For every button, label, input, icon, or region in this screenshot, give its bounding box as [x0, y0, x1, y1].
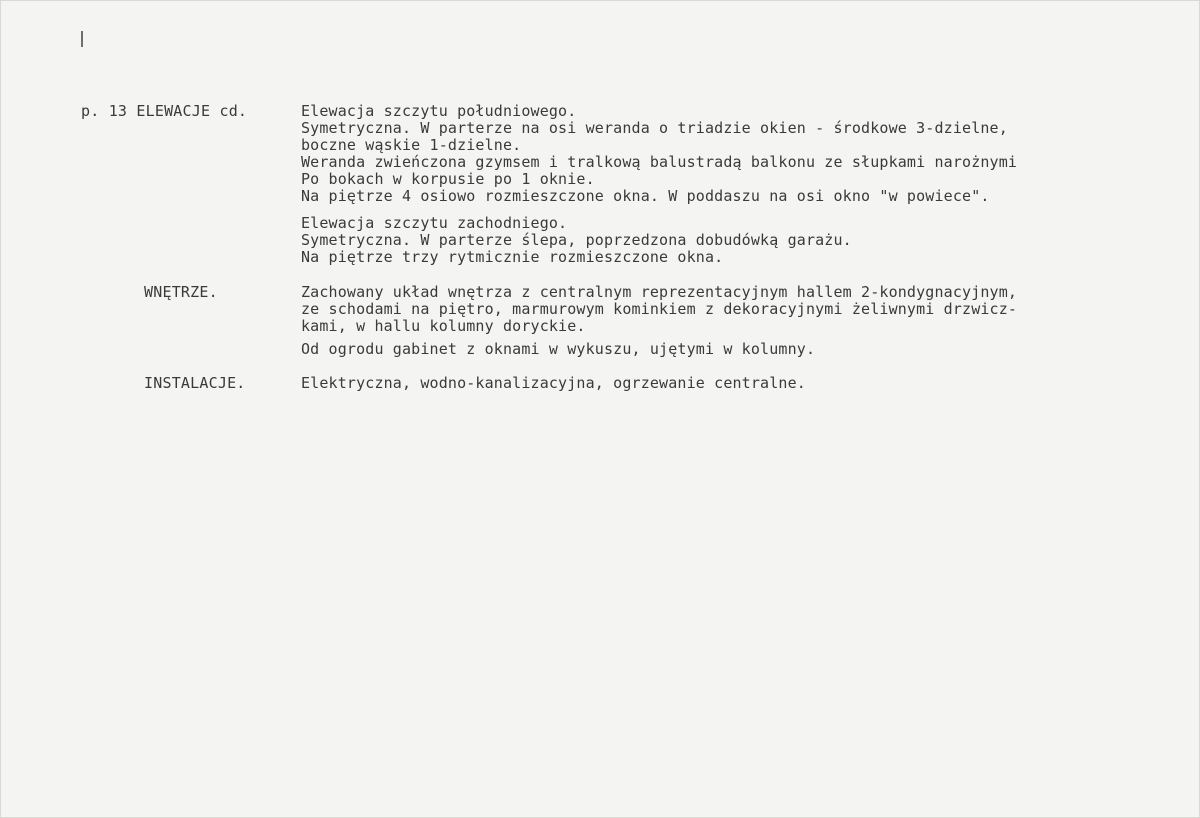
installations-block	[301, 375, 1141, 392]
installations-label: INSTALACJE.	[144, 374, 246, 392]
west-elevation-line: Symetryczna. W parterze ślepa, poprzedzona dobudówką garażu.	[301, 231, 852, 249]
interior-line: kami, w hallu kolumny doryckie.	[301, 317, 586, 335]
installations-line: Elektryczna, wodno-kanalizacyjna, ogrzewanie centralne.	[301, 374, 806, 392]
corner-mark	[81, 31, 83, 47]
garden-study-line: Od ogrodu gabinet z oknami w wykuszu, ujętymi w kolumny.	[301, 340, 816, 358]
south-elevation-line: Elewacja szczytu południowego.	[301, 102, 577, 120]
page-reference-label: p. 13 ELEWACJE cd.	[81, 102, 248, 120]
south-elevation-line: Na piętrze 4 osiowo rozmieszczone okna. W poddaszu na osi okno "w powiece".	[301, 187, 990, 205]
interior-block	[301, 284, 1141, 335]
south-elevation-block	[301, 103, 1141, 205]
west-elevation-block	[301, 215, 1141, 266]
garden-study-block	[301, 341, 1141, 358]
south-elevation-line: boczne wąskie 1-dzielne.	[301, 136, 522, 154]
west-elevation-line: Na piętrze trzy rytmicznie rozmieszczone okna.	[301, 248, 724, 266]
south-elevation-line: Symetryczna. W parterze na osi weranda o triadzie okien - środkowe 3-dzielne,	[301, 119, 1008, 137]
interior-label: WNĘTRZE.	[144, 283, 218, 301]
south-elevation-line: Po bokach w korpusie po 1 oknie.	[301, 170, 595, 188]
west-elevation-line: Elewacja szczytu zachodniego.	[301, 214, 568, 232]
interior-line: Zachowany układ wnętrza z centralnym reprezentacyjnym hallem 2-kondygnacyjnym,	[301, 283, 1018, 301]
south-elevation-line: Weranda zwieńczona gzymsem i tralkową balustradą balkonu ze słupkami narożnymi	[301, 153, 1018, 171]
interior-line: ze schodami na piętro, marmurowym kominkiem z dekoracyjnymi żeliwnymi drzwicz-	[301, 300, 1018, 318]
